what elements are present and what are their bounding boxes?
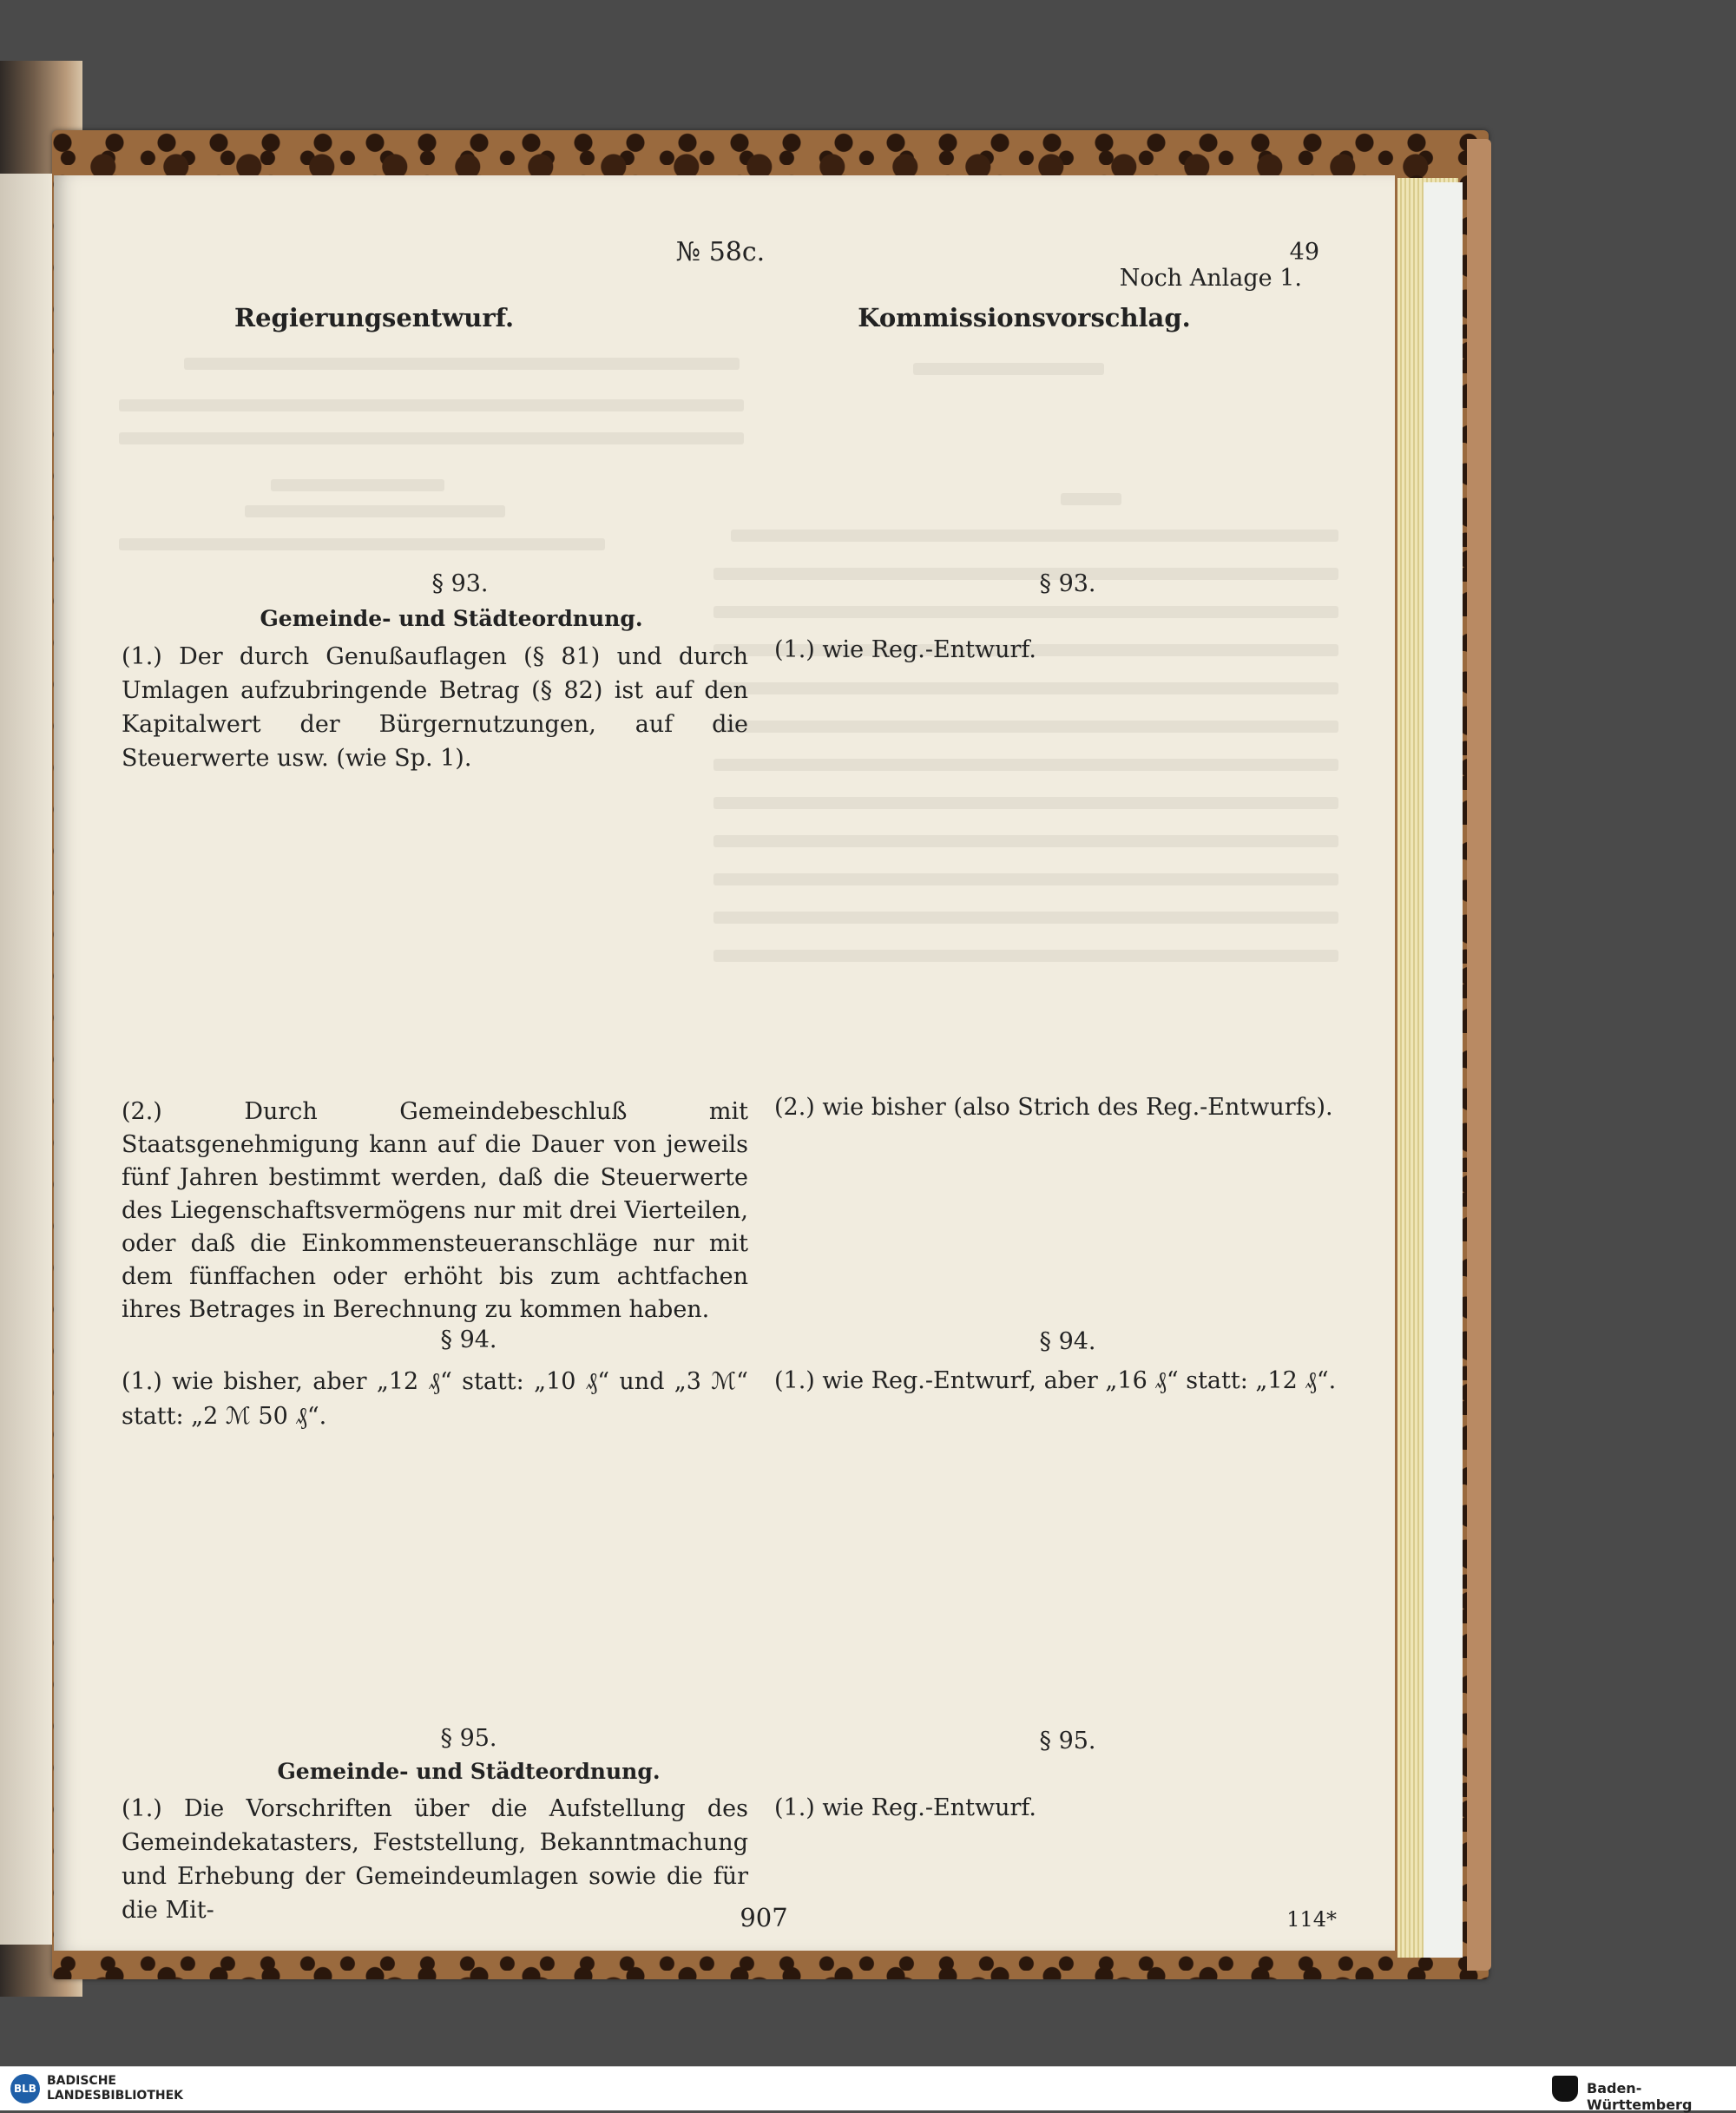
right-section-94-heading: § 94.	[1039, 1328, 1096, 1355]
blb-library-name[interactable]: BADISCHE LANDESBIBLIOTHEK	[47, 2074, 184, 2103]
bleed-through	[54, 175, 1395, 1951]
left-section-94-heading: § 94.	[440, 1326, 497, 1353]
gutter-page	[0, 174, 52, 1945]
right-section-95-heading: § 95.	[1039, 1728, 1096, 1754]
blb-logo-icon[interactable]: BLB	[10, 2074, 40, 2103]
column-right-title: Kommissionsvorschlag.	[858, 303, 1191, 332]
baden-wuerttemberg-crest-icon	[1552, 2076, 1578, 2102]
document-number: № 58c.	[675, 237, 766, 267]
library-footer-bar	[0, 2066, 1736, 2113]
left-section-93-para-1: (1.) Der durch Genußauflagen (§ 81) und durch Umlagen aufzubringende Betrag (§ 82) ist auf den Kapitalwert der Bürgernutzungen, auf die Steuerwerte usw. (wie Sp. 1).	[122, 643, 748, 772]
left-section-93-heading: § 93.	[431, 570, 489, 597]
page-fore-edge-white	[1424, 182, 1463, 1958]
page-footer-number: 907	[740, 1903, 788, 1932]
right-section-94-text: (1.) wie Reg.-Entwurf, aber „16 ₰“ statt: „12 ₰“.	[774, 1367, 1337, 1394]
page-number: 49	[1289, 239, 1319, 266]
book-cover-edge	[1467, 139, 1491, 1971]
left-section-95-subheading: Gemeinde- und Städteordnung.	[277, 1759, 661, 1784]
annex-label: Noch Anlage 1.	[1119, 265, 1302, 292]
baden-wuerttemberg-name[interactable]: Baden-Württemberg	[1587, 2080, 1693, 2113]
document-page	[54, 175, 1395, 1951]
left-section-95-heading: § 95.	[440, 1725, 497, 1752]
column-left-title: Regierungsentwurf.	[234, 303, 515, 332]
right-section-93-heading: § 93.	[1039, 570, 1096, 597]
left-section-93-para-2: (2.) Durch Gemeindebeschluß mit Staatsgenehmigung kann auf die Dauer von jeweils fünf Jahren bestimmt werden, daß die Steuerwerte des Liegenschaftsvermögens nur mit drei Vierteilen, oder daß die Einkommensteueranschläge nur mit dem fünffachen oder erhöht bis zum achtfachen ihres Betrages in Berechnung zu kommen haben.	[122, 1098, 748, 1323]
right-section-93-para-1: (1.) wie Reg.-Entwurf.	[774, 636, 1036, 663]
left-section-95-text: (1.) Die Vorschriften über die Aufstellung des Gemeindekatasters, Feststellung, Bekanntmachung und Erhebung der Gemeindeumlagen sowie die für die Mit-	[122, 1795, 748, 1924]
left-section-93-subheading: Gemeinde- und Städteordnung.	[260, 606, 643, 631]
page-footer-sheet-number: 114*	[1286, 1907, 1337, 1932]
right-section-95-text: (1.) wie Reg.-Entwurf.	[774, 1794, 1036, 1821]
right-section-93-para-2: (2.) wie bisher (also Strich des Reg.-Entwurfs).	[774, 1094, 1333, 1121]
left-section-94-text: (1.) wie bisher, aber „12 ₰“ statt: „10 ₰“ und „3 ℳ“ statt: „2 ℳ 50 ₰“.	[122, 1368, 748, 1430]
